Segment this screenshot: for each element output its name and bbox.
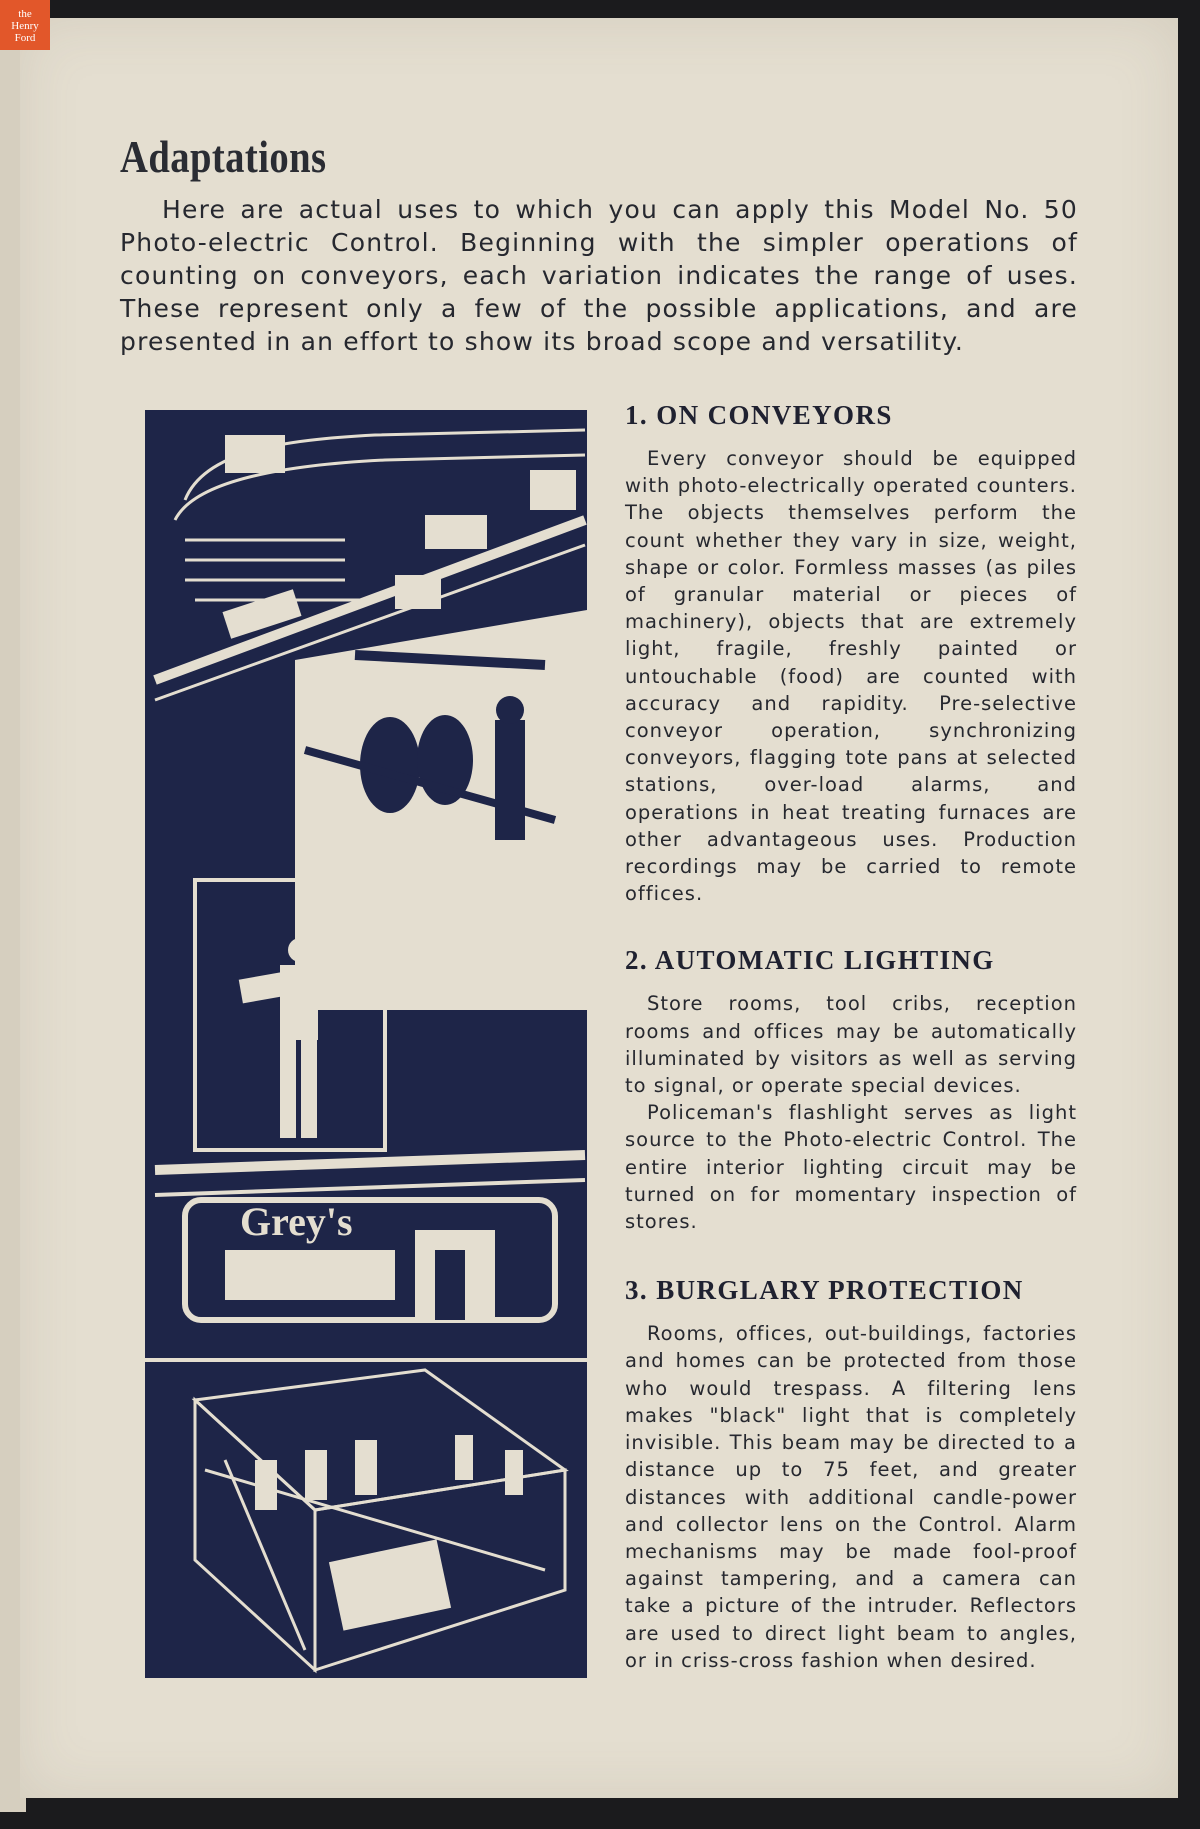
store-sign-text: Grey's [240, 1199, 353, 1244]
illustration-artwork [145, 410, 587, 1678]
applications-column [625, 400, 1077, 1674]
section-paragraph: Policeman's flashlight serves as light source to the Photo-electric Control. The entire interior lighting circuit may be turned on for momentary inspection of stores. [625, 1101, 1077, 1234]
section-paragraph: Every conveyor should be equipped with photo-electrically operated counters. The objects themselves perform the count whether they vary in size, weight, shape or color. Formless masses (as piles of granular material or pieces of machinery), objects that are extremely light, fragile, freshly painted or untouchable (food) are counted with accuracy and rapidity. Pre-selective conveyor operation, synchronizing conveyors, flagging tote pans at selected stations, over-load alarms, and operations in heat treating furnaces are other advantageous uses. Production recordings may be carried to remote offices. [625, 447, 1077, 906]
logo-line-2: Henry [11, 20, 39, 32]
industrial-illustration [145, 410, 587, 1678]
section-automatic-lighting [625, 945, 1077, 1235]
section-heading: 2. AUTOMATIC LIGHTING [625, 945, 995, 976]
section-burglary-protection [625, 1275, 1077, 1674]
henry-ford-logo [0, 0, 50, 50]
section-conveyors [625, 400, 1077, 907]
section-heading: 1. ON CONVEYORS [625, 400, 893, 430]
section-heading: 3. BURGLARY PROTECTION [625, 1275, 1024, 1306]
logo-line-3: Ford [14, 32, 36, 44]
section-paragraph: Store rooms, tool cribs, reception rooms and offices may be automatically illuminated by visitors as well as serving to signal, or operate special devices. [625, 992, 1077, 1098]
logo-line-1: the [18, 8, 32, 20]
section-paragraph: Rooms, offices, out-buildings, factories and homes can be protected from those who would trespass. A filtering lens makes "black" light that is completely invisible. This beam may be directed to a distance up to 75 feet, and greater distances with additional candle-power and collector lens on the Control. Alarm mechanisms may be made fool-proof against tampering, and a camera can take a picture of the intruder. Reflectors are used to direct light beam to angles, or in criss-cross fashion when desired. [625, 1322, 1077, 1672]
page-title: Adaptations [120, 131, 327, 182]
intro-paragraph: Here are actual uses to which you can apply this Model No. 50 Photo-electric Control. Beginning with the simpler operations of counting on conveyors, each variation indicates the range of uses. These represent only a few of the possible applications, and are presented in an effort to show its broad scope and versatility. [120, 195, 1078, 356]
page-content [120, 130, 1080, 358]
